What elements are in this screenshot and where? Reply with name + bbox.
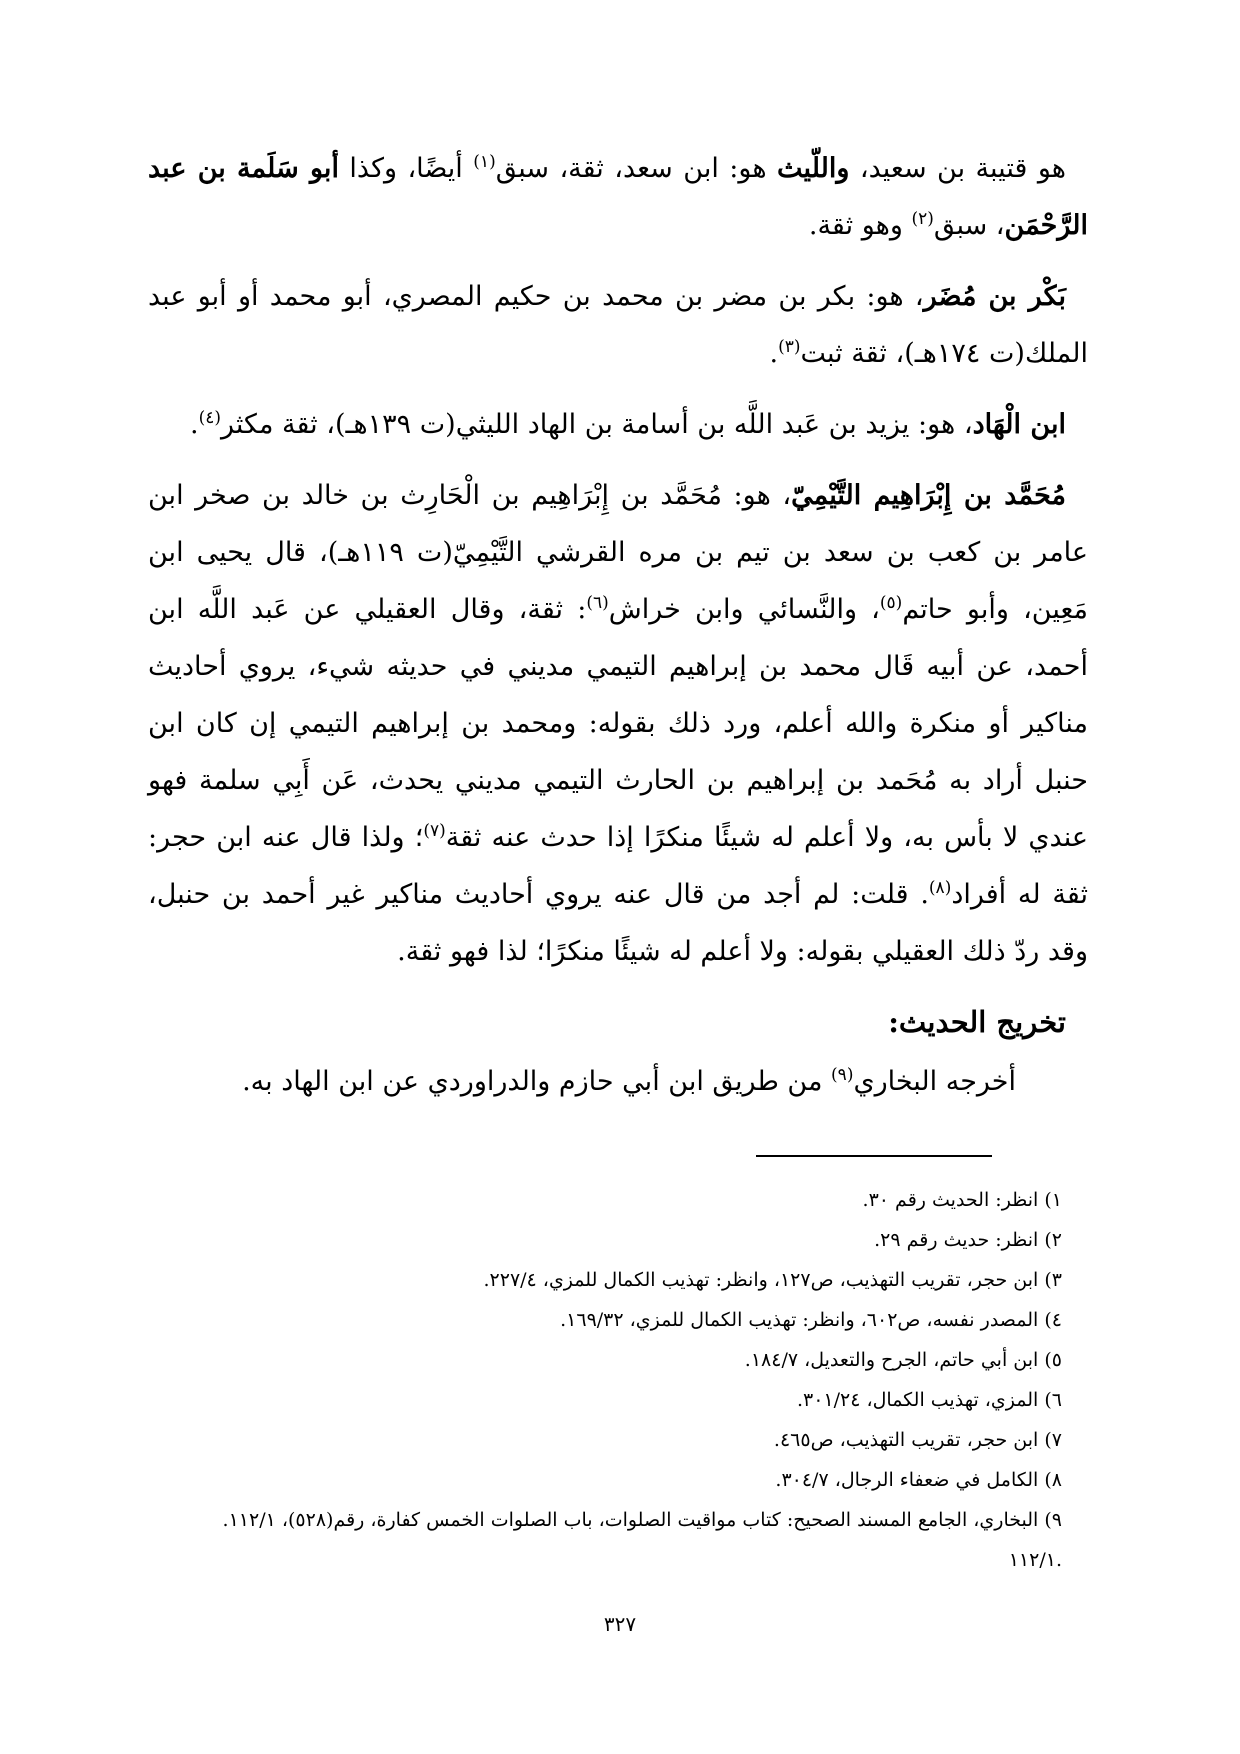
footnote-5: ٥) ابن أبي حاتم، الجرح والتعديل، ١٨٤/٧. — [744, 1349, 1062, 1371]
main-text — [148, 140, 1088, 1110]
footnote-9: ٩) البخاري، الجامع المسند الصحيح: كتاب مواقيت الصلوات، باب الصلوات الخمس كفارة، رقم(٥٢٨)، ١١٢/١. — [222, 1509, 1062, 1531]
paragraph-1 — [148, 140, 1088, 254]
footnote-ref: (٦) — [586, 593, 609, 613]
section-heading: تخريج الحديث: — [888, 1005, 1066, 1039]
footnote-3: ٣) ابن حجر، تقريب التهذيب، ص١٢٧، وانظر: تهذيب الكمال للمزي، ٢٢٧/٤. — [483, 1269, 1062, 1291]
paragraph-text: ؛ ولذا قال عنه ابن حجر: ثقة له أفراد — [148, 822, 1088, 910]
paragraph-text: ، هو: يزيد بن عَبد اللَّه بن أسامة بن الهاد الليثي(ت ١٣٩هـ)، ثقة مكثر — [221, 409, 973, 440]
footnote-1: ١) انظر: الحديث رقم ٣٠. — [862, 1189, 1062, 1211]
narrator-name: مُحَمَّد بن إِبْرَاهِيم التَّيْمِيّ — [791, 480, 1066, 511]
paragraph-text: . قلت: لم أجد من قال عنه يروي أحاديث مناكير غير أحمد بن حنبل، وقد ردّ ذلك العقيلي بقوله: ولا أعلم له شيئًا منكرًا؛ لذا فهو ثقة. — [148, 879, 1088, 967]
footnote-ref: (٤) — [198, 408, 222, 428]
paragraph-text: : ثقة، وقال العقيلي عن عَبد اللَّه ابن أحمد، عن أبيه قَال محمد بن إبراهيم التيمي مديني في حديثه شيء، يروي أحاديث مناكير أو منكرة والله أعلم، ورد ذلك بقوله: ومحمد بن إبراهيم التيمي إن كان ابن حنبل أراد به مُحَمد بن إبراهيم بن الحارث التيمي مديني يحدث، عَن أَبِي سلمة فهو عندي لا بأس به، ولا أعلم له شيئًا منكرًا إذا حدث عنه ثقة — [148, 594, 1088, 853]
footnote-4: ٤) المصدر نفسه، ص٦٠٢، وانظر: تهذيب الكمال للمزي، ١٦٩/٣٢. — [560, 1309, 1062, 1331]
takhrij-before: أخرجه البخاري — [853, 1066, 1016, 1097]
takhrij-text — [148, 1054, 1088, 1110]
narrator-name: واللّيث — [777, 153, 850, 184]
footnote-divider — [756, 1155, 992, 1157]
footnote-9-continuation: .١١٢/١ — [1008, 1549, 1062, 1571]
paragraph-text: ، هو: مُحَمَّد بن إِبْرَاهِيم بن الْحَارِث بن خالد بن صخر ابن عامر بن كعب بن سعد بن تيم بن مره القرشي التَّيْمِيّ(ت ١١٩هـ)، قال يحيى ابن مَعِين، وأبو حاتم — [148, 480, 1088, 625]
paragraph-text: . — [190, 409, 199, 440]
footnote-ref: (٣) — [778, 337, 801, 357]
paragraph-4 — [148, 467, 1088, 980]
footnote-ref: (٧) — [423, 821, 446, 841]
takhrij-after: من طريق ابن أبي حازم والدراوردي عن ابن الهاد به. — [242, 1066, 832, 1097]
paragraph-text: أيضًا، وكذا — [338, 153, 474, 184]
paragraph-text: ، هو: بكر بن مضر بن محمد بن حكيم المصري، أبو محمد أو أبو عبد الملك(ت ١٧٤هـ)، ثقة ثبت — [148, 281, 1088, 369]
footnote-8: ٨) الكامل في ضعفاء الرجال، ٣٠٤/٧. — [775, 1469, 1062, 1491]
narrator-name: أبو سَلَمة بن عبد الرَّحْمَن — [148, 153, 1088, 241]
paragraph-text: وهو ثقة. — [808, 210, 912, 241]
footnote-7: ٧) ابن حجر، تقريب التهذيب، ص٤٦٥. — [773, 1429, 1062, 1451]
footnote-ref: (١) — [473, 152, 496, 172]
footnote-2: ٢) انظر: حديث رقم ٢٩. — [874, 1229, 1062, 1251]
paragraph-text: هو قتيبة بن سعيد، — [849, 153, 1067, 184]
takhrij-footnote-ref: (٩) — [831, 1065, 854, 1085]
page-number: ٣٢٧ — [603, 1612, 637, 1636]
paragraph-3 — [148, 396, 1088, 453]
paragraph-text: هو: ابن سعد، ثقة، سبق — [495, 153, 778, 184]
narrator-name: ابن الْهَاد — [972, 409, 1066, 440]
footnotes — [148, 1180, 1088, 1580]
paragraph-text: ، والنَّسائي وابن خراش — [608, 594, 880, 625]
footnote-ref: (٨) — [928, 878, 952, 898]
paragraph-text: ، سبق — [933, 210, 1005, 241]
footnote-6: ٦) المزي، تهذيب الكمال، ٣٠١/٢٤. — [796, 1389, 1062, 1411]
paragraph-2 — [148, 268, 1088, 382]
footnote-ref: (٥) — [879, 593, 903, 613]
paragraph-text: . — [769, 338, 779, 369]
footnote-ref: (٢) — [911, 209, 934, 229]
narrator-name: بَكْر بن مُضَر — [923, 281, 1066, 312]
